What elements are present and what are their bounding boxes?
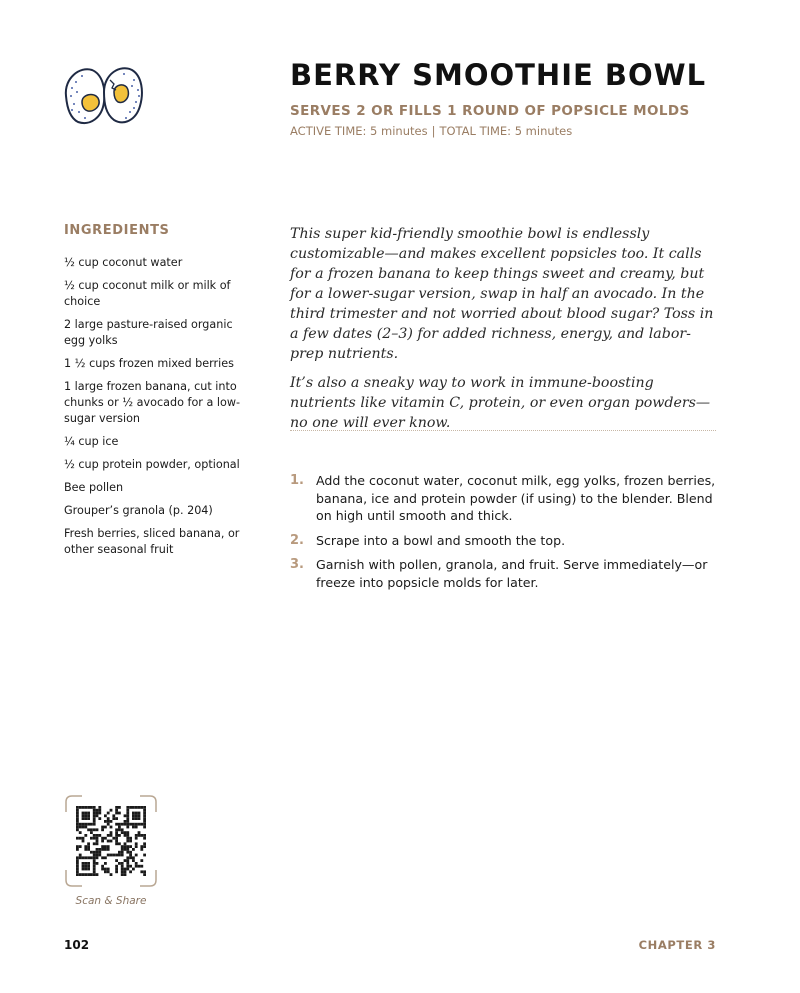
- serves-text: SERVES 2 OR FILLS 1 ROUND OF POPSICLE MOLDS: [290, 103, 690, 119]
- time-separator: |: [431, 124, 436, 138]
- time-info: [290, 124, 572, 138]
- dotted-divider: [290, 430, 716, 431]
- step-text: Add the coconut water, coconut milk, egg yolks, frozen berries, banana, ice and protein powder (if using) to the blender. Blend on high until smooth and thick.: [316, 473, 716, 523]
- ingredient-item: 2 large pasture-raised organic egg yolks: [64, 318, 233, 347]
- ingredient-item: 1 large frozen banana, cut into chunks or ½ avocado for a low-sugar version: [64, 380, 241, 425]
- qr-caption: Scan & Share: [75, 895, 147, 907]
- chapter-label: CHAPTER 3: [638, 938, 716, 952]
- ingredient-item: Fresh berries, sliced banana, or other seasonal fruit: [64, 527, 240, 556]
- step-item: [290, 556, 720, 591]
- ingredient-item: 1 ½ cups frozen mixed berries: [64, 357, 234, 370]
- ingredients-list: [64, 255, 254, 565]
- step-number: 3.: [290, 557, 304, 572]
- step-number: 1.: [290, 473, 304, 488]
- steps-list: [290, 472, 720, 598]
- ingredient-item: Bee pollen: [64, 481, 124, 494]
- intro-paragraph: It’s also a sneaky way to work in immune-boosting nutrients like vitamin C, protein, or even organ powders—no one will ever know.: [290, 375, 711, 431]
- step-item: [290, 472, 720, 525]
- active-time: ACTIVE TIME: 5 minutes: [290, 124, 428, 138]
- recipe-title: BERRY SMOOTHIE BOWL: [290, 58, 707, 92]
- total-time: TOTAL TIME: 5 minutes: [439, 124, 573, 138]
- ingredient-item: ½ cup protein powder, optional: [64, 458, 240, 471]
- step-text: Garnish with pollen, granola, and fruit. Serve immediately—or freeze into popsicle molds for later.: [316, 557, 708, 590]
- ingredient-item: ¼ cup ice: [64, 435, 119, 448]
- ingredient-item: Grouper’s granola (p. 204): [64, 504, 213, 517]
- step-item: [290, 532, 720, 550]
- intro-paragraph: This super kid-friendly smoothie bowl is endlessly customizable—and makes excellent popsicles too. It calls for a frozen banana to keep things sweet and creamy, but for a lower-sugar version, swap in half an avocado. In the third trimester and not worried about blood sugar? Toss in a few dates (2–3) for added richness, energy, and labor-prep nutrients.: [290, 226, 714, 362]
- page-number: 102: [64, 938, 90, 952]
- qr-code-icon[interactable]: [64, 794, 158, 888]
- cracked-egg-icon: [60, 62, 146, 130]
- ingredient-item: ½ cup coconut milk or milk of choice: [64, 279, 231, 308]
- intro-text: [290, 224, 722, 442]
- ingredients-heading: INGREDIENTS: [64, 223, 170, 238]
- ingredient-item: ½ cup coconut water: [64, 256, 183, 269]
- step-text: Scrape into a bowl and smooth the top.: [316, 532, 566, 548]
- step-number: 2.: [290, 532, 304, 548]
